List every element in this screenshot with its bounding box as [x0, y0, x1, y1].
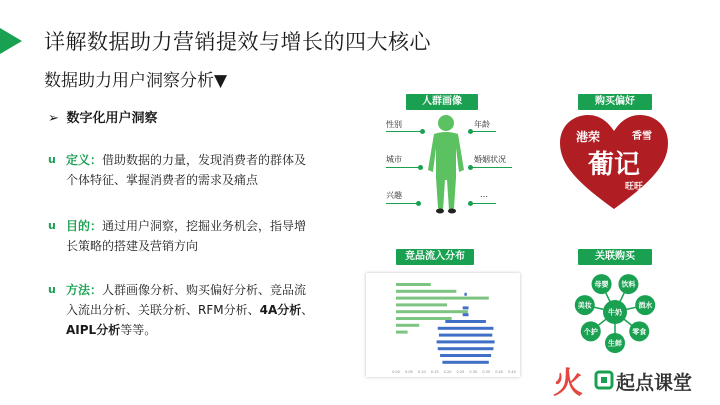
association-node: 个护 [583, 327, 598, 336]
page-subtitle: 数据助力用户洞察分析▼ [44, 71, 228, 91]
persona-label: 人群画像 [406, 94, 478, 110]
bullet-text: 、 [301, 303, 314, 317]
arrow-bullet-icon: ➢ [48, 111, 59, 126]
competitor-bar-blue [445, 320, 486, 323]
association-node: 生鲜 [608, 339, 622, 348]
page-title: 详解数据助力营销提效与增长的四大核心 [44, 30, 431, 54]
competitor-bar-blue [440, 354, 491, 357]
competitor-x-tick: 0.45 [508, 370, 516, 374]
competitor-x-tick: 0.00 [392, 370, 400, 374]
persona-attr-age: 年龄 [474, 120, 490, 129]
bullet-key: 目的： [66, 219, 103, 233]
connector-line [386, 167, 420, 168]
competitor-bar-blue [439, 334, 492, 337]
competitor-x-tick: 0.30 [469, 370, 478, 374]
connector-line [472, 167, 512, 168]
competitor-x-tick: 0.40 [495, 370, 504, 374]
competitor-label: 竞品流入分布 [396, 249, 474, 265]
association-center-node: 牛奶 [608, 308, 622, 317]
heart-word-cloud [558, 113, 670, 213]
competitor-bar-green [396, 283, 431, 286]
competitor-bar-blue [438, 347, 494, 350]
bullet-text: 借助数据的力量，发现消费者的群体及个体特征、掌握消费者的需求及痛点 [66, 153, 307, 187]
association-network [566, 266, 664, 358]
connector-dot [468, 165, 473, 170]
competitor-bar-blue [464, 293, 466, 296]
competitor-chart-panel [366, 273, 520, 377]
section-heading-text: 数字化用户洞察 [66, 111, 158, 126]
cloud-word: 旺旺 [624, 182, 644, 192]
competitor-bar-green [396, 290, 456, 293]
association-label: 关联购买 [578, 249, 652, 265]
competitor-x-tick: 0.20 [443, 370, 452, 374]
competitor-bar-green [396, 331, 408, 334]
competitor-bar-blue [463, 306, 469, 309]
competitor-x-tick: 0.15 [430, 370, 439, 374]
bullet-key: 定义： [66, 153, 103, 167]
connector-line [472, 131, 496, 132]
connector-line [472, 203, 496, 204]
persona-attr-interest: 兴趣 [386, 191, 402, 200]
cloud-word-main: 葡记 [587, 150, 641, 180]
competitor-bar-green [396, 297, 489, 300]
bullet-text: 等等。 [120, 323, 157, 337]
bullet-definition [48, 150, 318, 190]
watermark-brand: 起点课堂 [616, 372, 693, 394]
persona-attr-more: … [480, 190, 488, 199]
bullet-marker: u [48, 219, 56, 232]
association-node: 酒水 [638, 301, 653, 310]
competitor-bar-blue [437, 340, 495, 343]
competitor-x-tick: 0.05 [404, 370, 413, 374]
competitor-bar-green [396, 303, 447, 306]
competitor-bar-blue [442, 361, 488, 364]
connector-line [386, 131, 422, 132]
competitor-bar-chart [366, 273, 520, 377]
competitor-x-tick: 0.10 [417, 370, 426, 374]
competitor-bar-green [396, 324, 419, 327]
competitor-bar-green [396, 310, 468, 313]
association-node: 母婴 [594, 280, 609, 289]
bullet-method [48, 280, 318, 340]
competitor-x-tick: 0.25 [456, 370, 465, 374]
preference-label: 购买偏好 [578, 94, 652, 110]
cloud-word: 港荣 [575, 130, 601, 144]
bullet-text: 人群画像分析、购买偏好分析、竞品流入流出分析、关联分析、RFM分析、 [66, 283, 307, 317]
person-figure-icon [416, 112, 476, 214]
connector-line [386, 203, 418, 204]
persona-attr-city: 城市 [386, 155, 402, 164]
persona-attr-marital: 婚姻状况 [474, 155, 506, 164]
title-triangle-marker [0, 28, 22, 54]
connector-dot [416, 201, 421, 206]
connector-dot [468, 129, 473, 134]
bullet-marker: u [48, 153, 56, 166]
cloud-word: 香雪 [632, 131, 652, 142]
brand-logo-icon [594, 370, 614, 390]
bullet-purpose [48, 216, 318, 256]
competitor-x-tick: 0.35 [482, 370, 491, 374]
connector-dot [468, 201, 473, 206]
association-node: 零食 [632, 327, 647, 336]
association-node: 饮料 [621, 280, 636, 289]
bullet-key: 方法： [66, 283, 103, 297]
bullet-bold: 4A分析 [259, 303, 302, 317]
connector-dot [418, 165, 423, 170]
section-heading [48, 107, 158, 126]
association-node: 美妆 [577, 301, 592, 310]
competitor-bar-blue [438, 327, 494, 330]
competitor-bar-blue [463, 313, 469, 316]
bullet-marker: u [48, 283, 56, 296]
competitor-bar-green [396, 317, 452, 320]
bullet-text: 通过用户洞察，挖掘业务机会，指导增长策略的搭建及营销方向 [66, 219, 307, 253]
persona-attr-gender: 性别 [386, 120, 402, 129]
watermark-fire-glyph: 火 [553, 366, 583, 401]
bullet-bold: AIPL分析 [66, 323, 121, 337]
connector-dot [420, 129, 425, 134]
